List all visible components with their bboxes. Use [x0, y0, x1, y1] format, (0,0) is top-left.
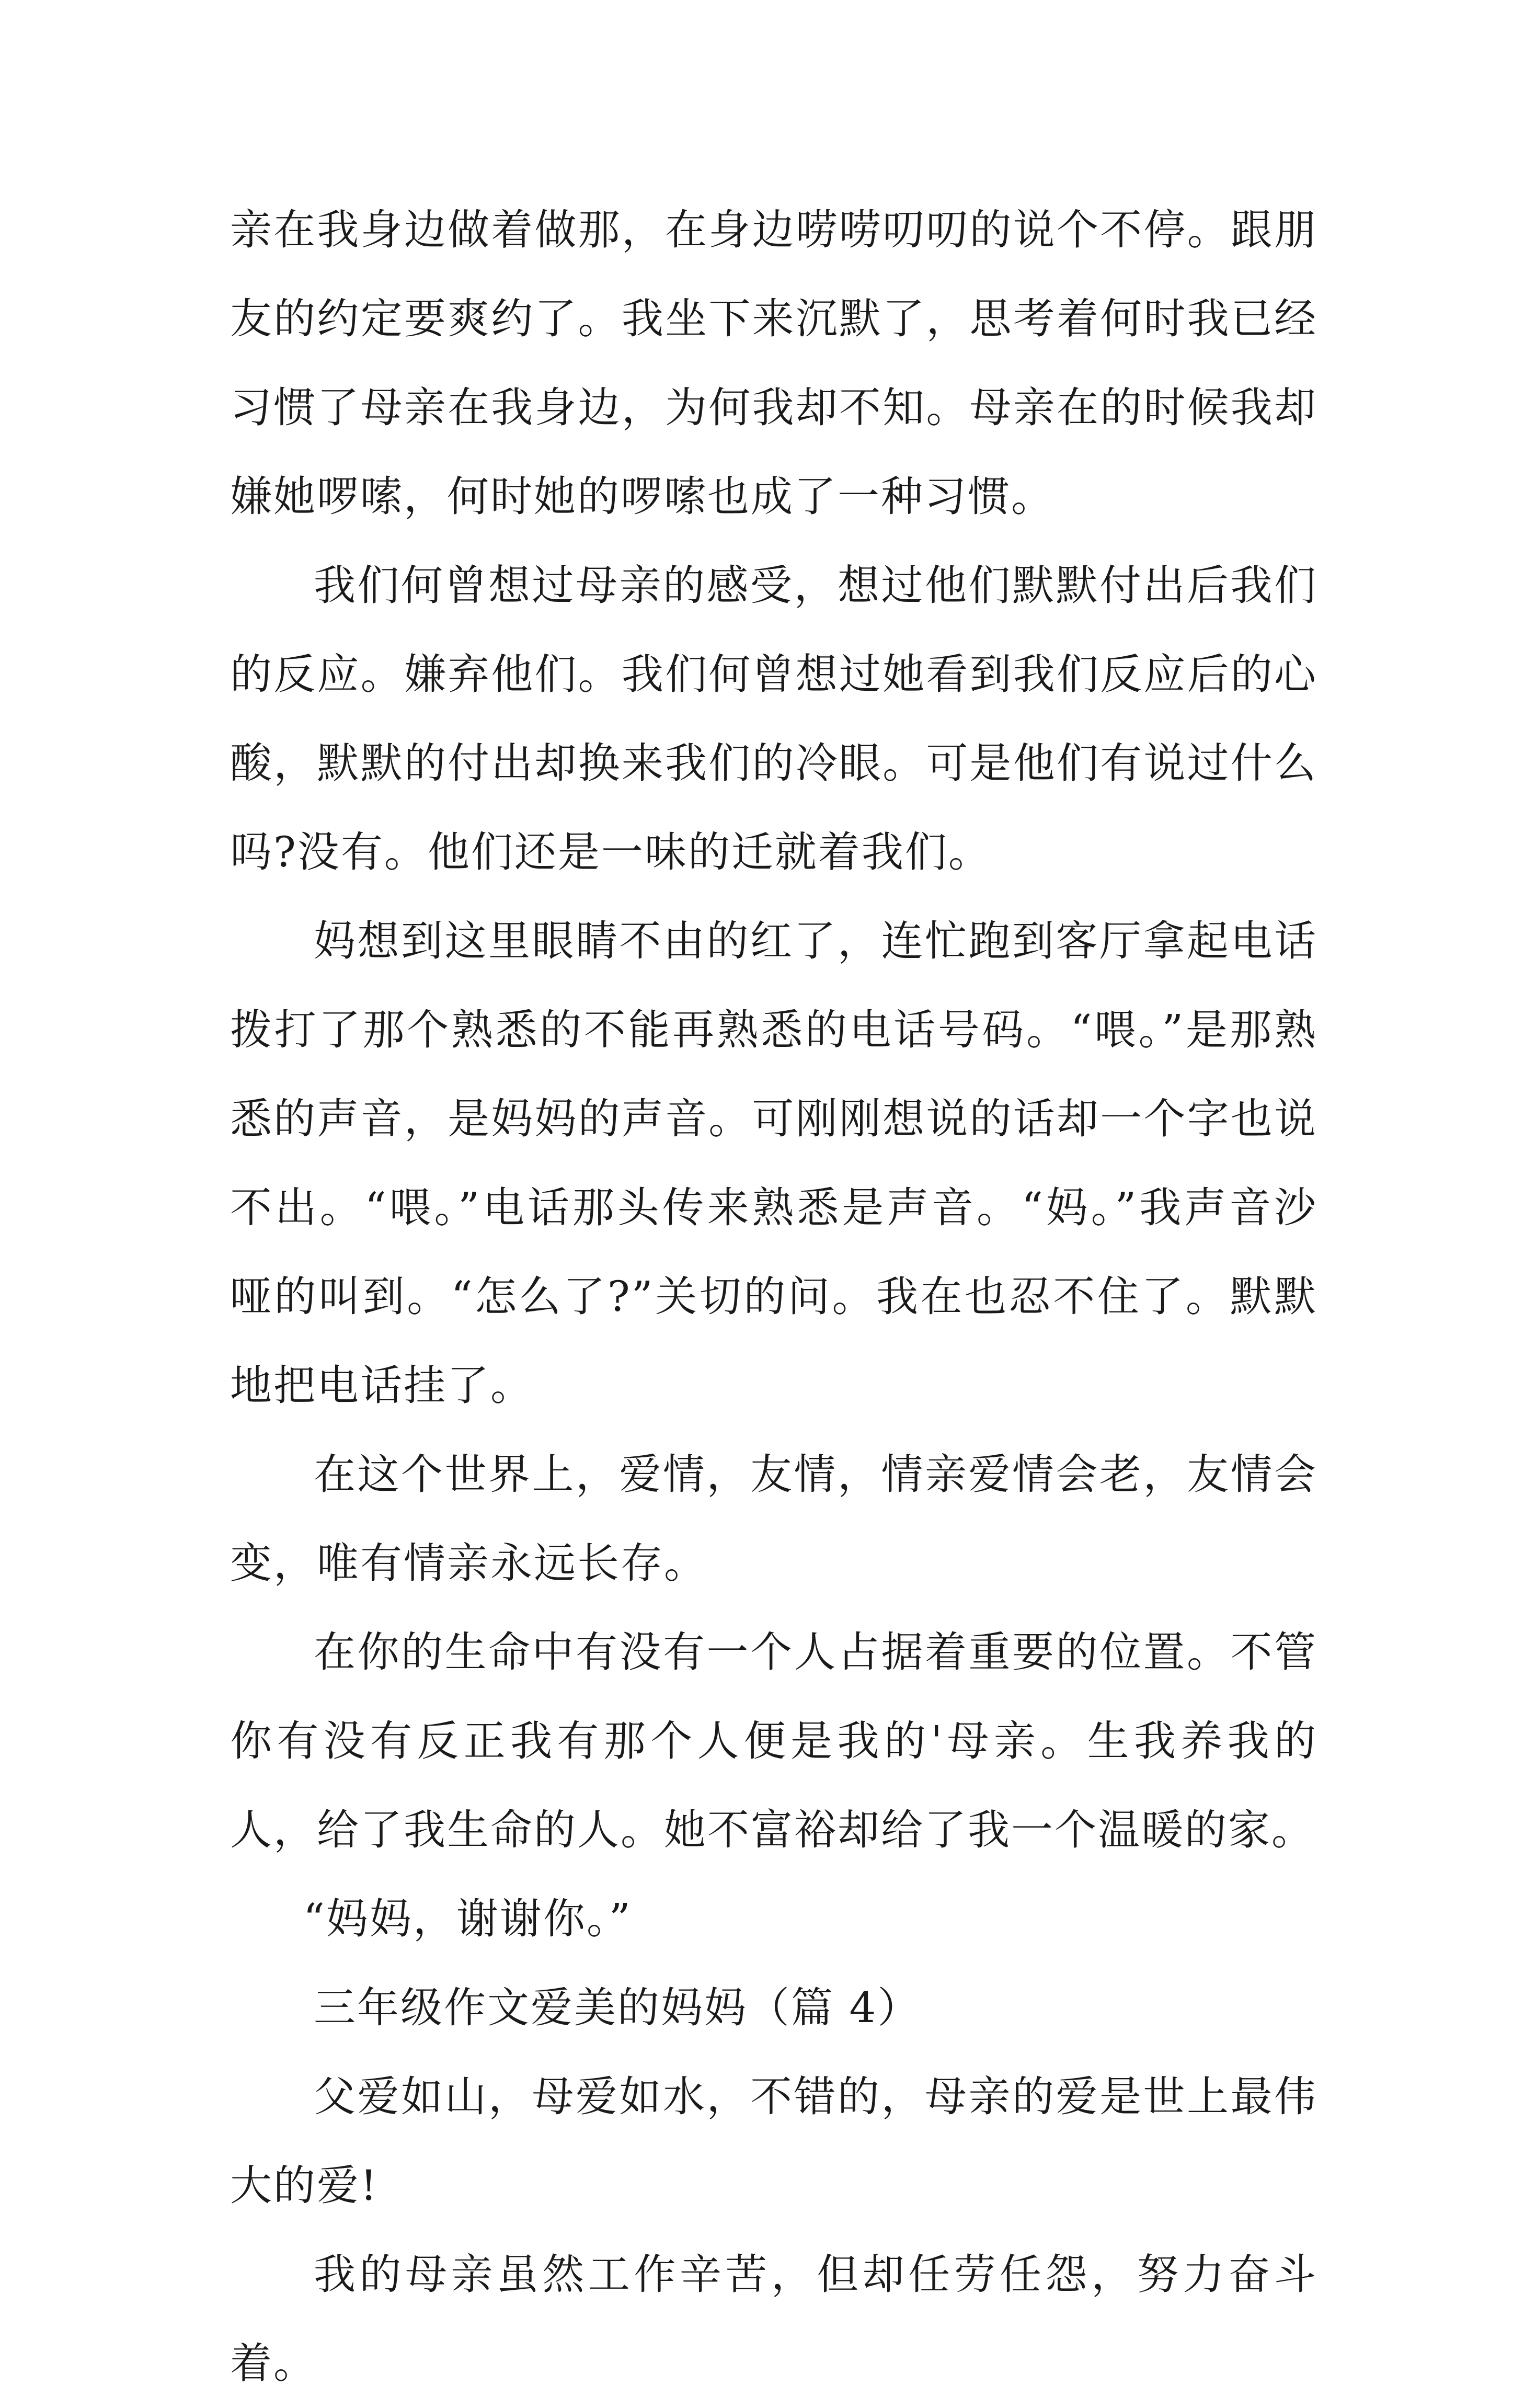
body-text: [230, 186, 1317, 2408]
paragraph-8: 父爱如山，母爱如水，不错的，母亲的爱是世上最伟大的爱!: [230, 2072, 1317, 2210]
paragraph-5: 在你的生命中有没有一个人占据着重要的位置。不管你有没有反正我有那个人便是我的'母亲。生我养我的人，给了我生命的人。她不富裕却给了我一个温暖的家。: [230, 1628, 1317, 1854]
paragraph-9: 我的母亲虽然工作辛苦，但却任劳任怨，努力奋斗着。: [230, 2250, 1317, 2388]
paragraph-3: 妈想到这里眼睛不由的红了，连忙跑到客厅拿起电话拨打了那个熟悉的不能再熟悉的电话号码。“喂。”是那熟悉的声音，是妈妈的声音。可刚刚想说的话却一个字也说不出。“喂。”电话那头传来熟悉是声音。“妈。”我声音沙哑的叫到。“怎么了?”关切的问。我在也忍不住了。默默地把电话挂了。: [230, 917, 1317, 1410]
quote-paragraph: “妈妈，谢谢你。”: [303, 1895, 632, 1943]
paragraph-1: 亲在我身边做着做那，在身边唠唠叨叨的说个不停。跟朋友的约定要爽约了。我坐下来沉默了，思考着何时我已经习惯了母亲在我身边，为何我却不知。母亲在的时候我却嫌她啰嗦，何时她的啰嗦也成了一种习惯。: [230, 206, 1317, 521]
paragraph-4: 在这个世界上，爱情，友情，情亲爱情会老，友情会变，唯有情亲永远长存。: [230, 1450, 1317, 1588]
paragraph-2: 我们何曾想过母亲的感受，想过他们默默付出后我们的反应。嫌弃他们。我们何曾想过她看到我们反应后的心酸，默默的付出却换来我们的冷眼。可是他们有说过什么吗?没有。他们还是一味的迁就着我们。: [230, 561, 1317, 876]
section-heading: 三年级作文爱美的妈妈（篇 4）: [314, 1983, 921, 2032]
